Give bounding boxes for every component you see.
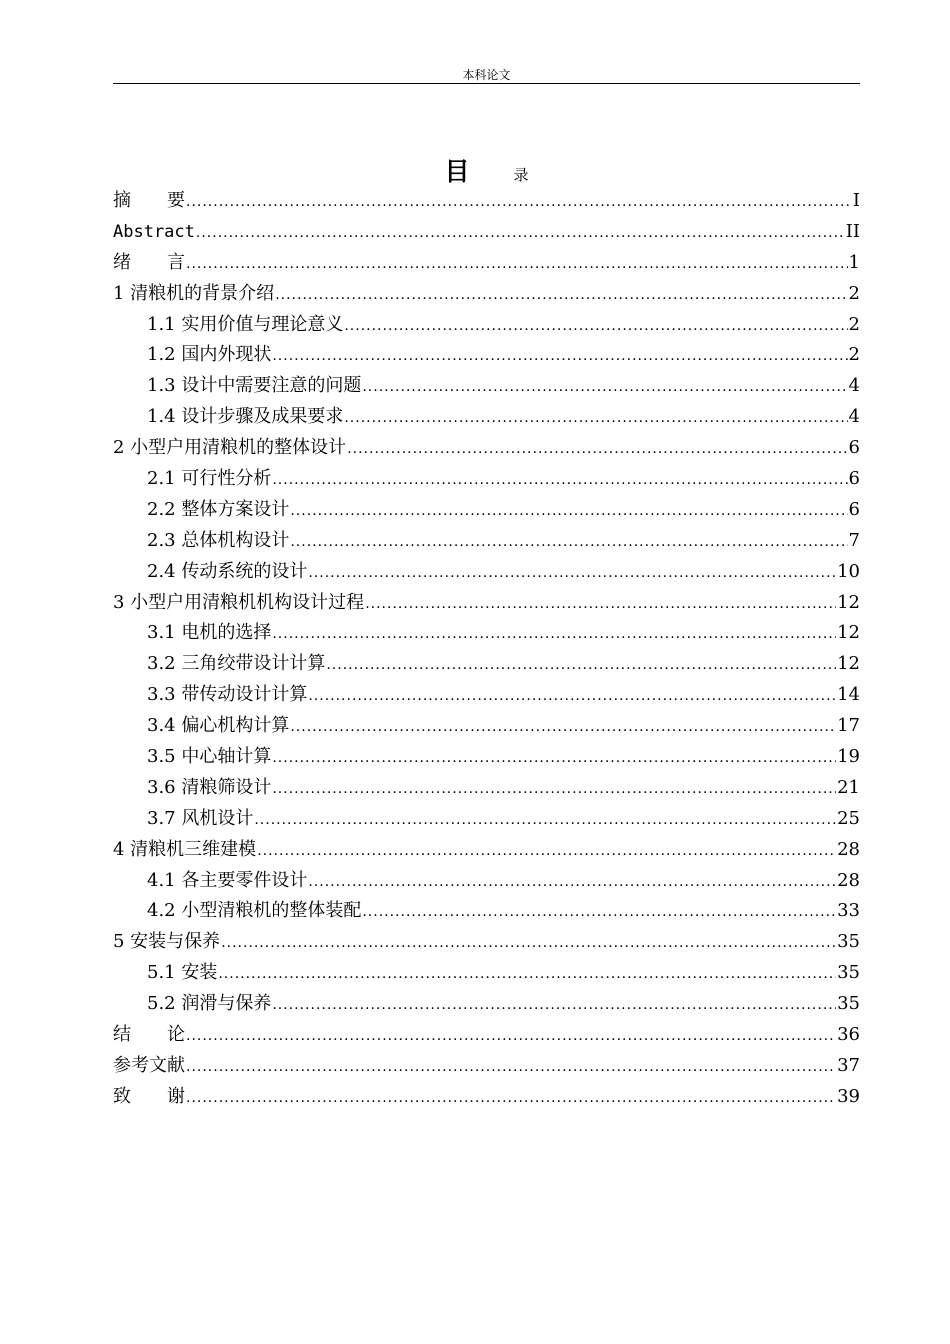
toc-entry-page: 35 — [837, 993, 860, 1015]
toc-entry-label: 1.2 国内外现状 — [147, 344, 272, 366]
toc-entry[interactable] — [113, 433, 860, 464]
toc-entry[interactable] — [113, 773, 860, 804]
toc-entry-page: 12 — [837, 622, 860, 644]
toc-entry-page: 2 — [848, 344, 860, 366]
toc-entry[interactable] — [113, 958, 860, 989]
toc-entry-label: 3.7 风机设计 — [147, 807, 254, 829]
toc-title — [113, 152, 860, 188]
toc-entry-page: 21 — [837, 776, 860, 798]
toc-entry-page: 6 — [848, 498, 860, 520]
toc-entry-leader — [221, 928, 836, 958]
toc-entry-leader — [308, 681, 836, 711]
page-header: 本科论文 — [462, 68, 511, 82]
toc-entry-page: 6 — [848, 468, 860, 490]
toc-entry[interactable] — [113, 618, 860, 649]
toc-title-char-2: 录 — [513, 166, 529, 184]
toc-entry-label: 1 清粮机的背景介绍 — [113, 282, 275, 304]
toc-entry-leader — [272, 619, 836, 649]
toc-entry[interactable] — [113, 711, 860, 742]
toc-entry-page: 12 — [837, 591, 860, 613]
toc-entry-label: 摘 要 — [113, 190, 185, 211]
toc-entry-page: 25 — [837, 807, 860, 829]
toc-entry[interactable] — [113, 742, 860, 773]
toc-entry-leader — [290, 712, 836, 742]
toc-entry-label: 5 安装与保养 — [113, 931, 221, 953]
toc-entry[interactable] — [113, 186, 860, 217]
toc-entry-leader — [275, 280, 847, 310]
toc-entry-page: 35 — [837, 931, 860, 953]
toc-entry-label: 2.1 可行性分析 — [147, 468, 272, 490]
toc-entry[interactable] — [113, 866, 860, 897]
toc-entry-page: 1 — [848, 251, 860, 273]
toc-entry-leader — [290, 527, 847, 557]
toc-entry[interactable] — [113, 1051, 860, 1082]
toc-entry-label: 2.3 总体机构设计 — [147, 529, 290, 551]
toc-entry-leader — [254, 805, 836, 835]
toc-entry-leader — [344, 403, 847, 433]
toc-entry-page: 36 — [837, 1024, 860, 1046]
toc-entry[interactable] — [113, 680, 860, 711]
toc-entry[interactable] — [113, 1082, 860, 1113]
toc-entry-leader — [362, 897, 836, 927]
toc-title-char-1: 目 — [444, 157, 470, 186]
toc-entry[interactable] — [113, 279, 860, 310]
toc-entry[interactable] — [113, 495, 860, 526]
toc-entry-label: 绪 言 — [113, 251, 185, 273]
toc-entry-leader — [218, 959, 836, 989]
toc-entry-page: II — [845, 220, 860, 242]
toc-entry-page: 19 — [837, 746, 860, 768]
toc-entry-label: 1.4 设计步骤及成果要求 — [147, 406, 344, 428]
toc-entry-label: 3.1 电机的选择 — [147, 622, 272, 644]
toc-entry[interactable] — [113, 371, 860, 402]
toc-entry-page: 17 — [837, 715, 860, 737]
toc-entry-leader — [186, 1052, 836, 1082]
toc-entry-label: 4.1 各主要零件设计 — [147, 869, 308, 891]
toc-entry-page: 28 — [837, 838, 860, 860]
toc-entry[interactable] — [113, 402, 860, 433]
toc-entry-label: 4.2 小型清粮机的整体装配 — [147, 900, 362, 922]
toc-entry-page: I — [852, 190, 860, 211]
toc-entry-label: 2.2 整体方案设计 — [147, 498, 290, 520]
toc-entry-leader — [196, 218, 845, 248]
toc-entry-page: 4 — [848, 406, 860, 428]
toc-entry-leader — [272, 743, 836, 773]
toc-entry-label: 3.3 带传动设计计算 — [147, 684, 308, 706]
toc-entry-leader — [186, 187, 852, 217]
toc-entry-page: 4 — [848, 375, 860, 397]
toc-entry-label: 3.6 清粮筛设计 — [147, 776, 272, 798]
toc-entry[interactable] — [113, 526, 860, 557]
toc-entry-leader — [344, 311, 847, 341]
toc-entry-leader — [257, 836, 836, 866]
header-divider — [113, 83, 860, 84]
toc-entry-label: 5.1 安装 — [147, 962, 218, 984]
toc-entry-page: 39 — [837, 1085, 860, 1107]
toc-entry-label: 2.4 传动系统的设计 — [147, 560, 308, 582]
toc-entry-label: 1.3 设计中需要注意的问题 — [147, 375, 362, 397]
toc-entry-label: 3 小型户用清粮机机构设计过程 — [113, 591, 365, 613]
toc-entry-leader — [362, 372, 847, 402]
toc-entry[interactable] — [113, 464, 860, 495]
toc-entry[interactable] — [113, 310, 860, 341]
toc-entry-label: 参考文献 — [113, 1054, 185, 1076]
toc-entry[interactable] — [113, 1020, 860, 1051]
toc-entry-label: 5.2 润滑与保养 — [147, 993, 272, 1015]
toc-entry[interactable] — [113, 896, 860, 927]
toc-entry-leader — [272, 465, 847, 495]
toc-entry-leader — [308, 867, 836, 897]
toc-entry-leader — [365, 589, 836, 619]
toc-entry-label: Abstract — [113, 221, 195, 242]
toc-entry-leader — [272, 990, 836, 1020]
toc-entry-page: 35 — [837, 962, 860, 984]
toc-entry-page: 37 — [837, 1054, 860, 1076]
toc-entry[interactable] — [113, 649, 860, 680]
toc-entry-page: 2 — [848, 313, 860, 335]
toc-entry-leader — [186, 249, 848, 279]
toc-entry[interactable] — [113, 804, 860, 835]
toc-entry-page: 28 — [837, 869, 860, 891]
toc-entry-leader — [326, 650, 836, 680]
toc-entry[interactable] — [113, 340, 860, 371]
toc-entry[interactable] — [113, 989, 860, 1020]
toc-entry-page: 2 — [848, 282, 860, 304]
toc-entry-page: 10 — [837, 560, 860, 582]
toc-entry[interactable] — [113, 217, 860, 248]
toc-entry[interactable] — [113, 835, 860, 866]
toc-entry-leader — [308, 558, 836, 588]
toc-entry-page: 6 — [848, 437, 860, 459]
toc-entry-leader — [290, 496, 847, 526]
toc-entry[interactable] — [113, 927, 860, 958]
toc-entry-leader — [186, 1083, 836, 1113]
toc-entry-page: 7 — [848, 529, 860, 551]
toc-entry[interactable] — [113, 557, 860, 588]
toc-entry-label: 致 谢 — [113, 1085, 185, 1107]
toc-entry[interactable] — [113, 588, 860, 619]
toc-entry-page: 12 — [837, 653, 860, 675]
toc-entry-leader — [272, 341, 847, 371]
toc-entry-label: 1.1 实用价值与理论意义 — [147, 313, 344, 335]
toc-entry-label: 3.4 偏心机构计算 — [147, 715, 290, 737]
toc-entry-label: 2 小型户用清粮机的整体设计 — [113, 437, 347, 459]
toc-entry-leader — [272, 774, 836, 804]
toc-entry[interactable] — [113, 248, 860, 279]
toc-entry-page: 14 — [837, 684, 860, 706]
toc-entry-label: 3.2 三角绞带设计计算 — [147, 653, 326, 675]
toc-entry-label: 3.5 中心轴计算 — [147, 746, 272, 768]
toc-entry-label: 结 论 — [113, 1024, 185, 1046]
toc-entry-leader — [347, 434, 847, 464]
toc-entry-page: 33 — [837, 900, 860, 922]
table-of-contents — [113, 186, 860, 1113]
toc-entry-label: 4 清粮机三维建模 — [113, 838, 257, 860]
toc-entry-leader — [186, 1021, 836, 1051]
